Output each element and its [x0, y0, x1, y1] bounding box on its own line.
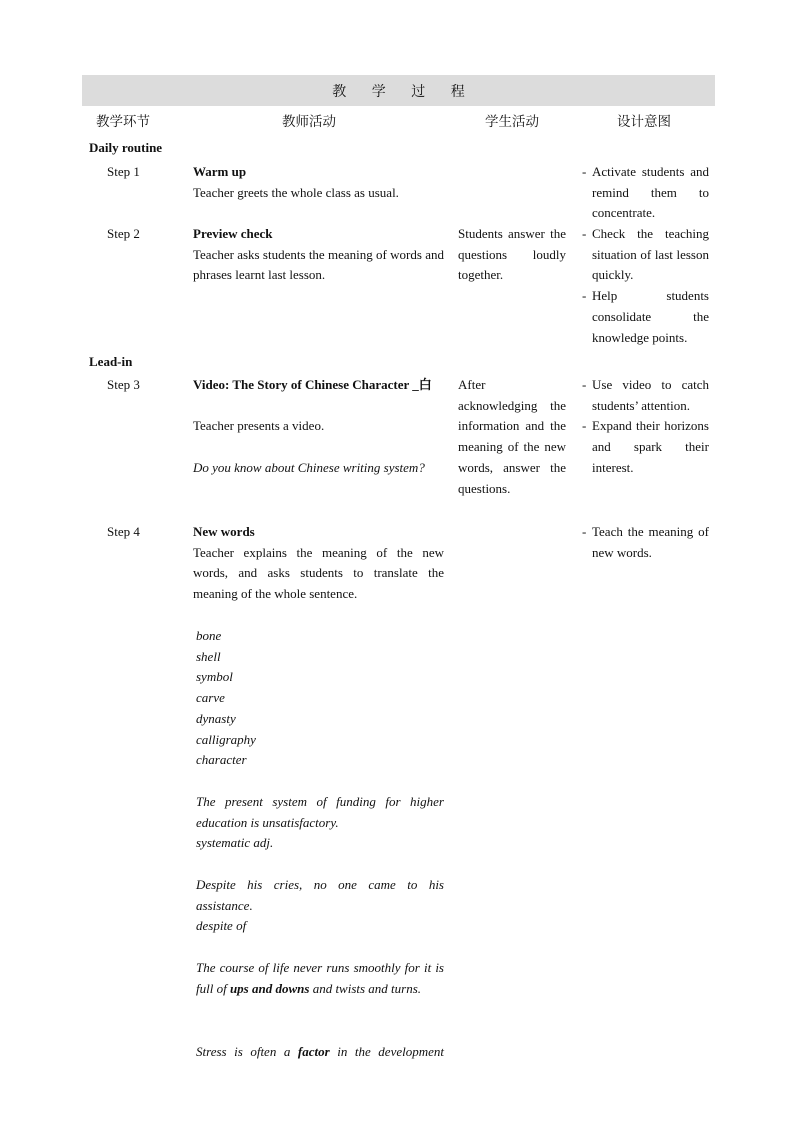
- step-1-teacher: [193, 162, 444, 203]
- step-3-intent: [582, 375, 709, 479]
- intent-item: - Use video to catch students’ attention.: [582, 377, 709, 413]
- example-4: Stress is often a factor in the development: [196, 1044, 444, 1059]
- list-item: carve: [196, 690, 225, 706]
- table-title-bar: [82, 75, 715, 106]
- step-3-label: Step 3: [107, 377, 140, 392]
- example-2: [196, 875, 444, 937]
- step-4-title: New words: [193, 524, 255, 539]
- example-word: systematic adj.: [196, 835, 274, 851]
- example-word: despite of: [196, 918, 247, 934]
- step-2-title: Preview check: [193, 226, 273, 241]
- list-item: calligraphy: [196, 731, 256, 747]
- step-4-teacher: [193, 522, 444, 605]
- step-3-student: After acknowledging the information and the meaning of the new words, answer the questions.: [458, 377, 566, 496]
- example-sentence: Despite his cries, no one came to his assistance.: [196, 877, 444, 913]
- step-1-intent: [582, 162, 709, 224]
- step-3-teacher-text: Teacher presents a video.: [193, 418, 325, 434]
- step-2-intent: [582, 224, 709, 348]
- step-1-title: Warm up: [193, 164, 247, 179]
- step-2-student: Students answer the questions loudly together.: [458, 226, 566, 283]
- step-2-label: Step 2: [107, 226, 140, 241]
- example-1: [196, 792, 444, 854]
- intent-item: - Check the teaching situation of last lesson quickly.: [582, 226, 709, 283]
- step-4-label: Step 4: [107, 524, 140, 539]
- step-2-teacher: [193, 224, 444, 286]
- header-student: 学生活动: [485, 114, 539, 129]
- intent-item: - Expand their horizons and spark their interest.: [582, 418, 709, 475]
- example-3: The course of life never runs smoothly for it is full of ups and downs and twists and turns.: [196, 960, 444, 996]
- key-word: factor: [297, 1044, 330, 1059]
- step-3-question: Do you know about Chinese writing system?: [193, 459, 425, 475]
- header-stage: 教学环节: [96, 114, 150, 129]
- example-sentence: The present system of funding for higher education is unsatisfactory.: [196, 794, 444, 830]
- table-title: 教 学 过 程: [332, 84, 465, 100]
- step-3-title: Video: The Story of Chinese Character _白: [193, 377, 432, 392]
- section-daily-routine: Daily routine: [89, 140, 163, 155]
- header-teacher: 教师活动: [282, 114, 336, 129]
- intent-item: - Activate students and remind them to concentrate.: [582, 164, 709, 221]
- new-words-list: [196, 626, 444, 771]
- list-item: character: [196, 752, 247, 768]
- section-lead-in: Lead-in: [89, 354, 133, 369]
- step-4-teacher-text: Teacher explains the meaning of the new words, and asks students to translate the meaning of the whole sentence.: [193, 544, 444, 602]
- key-phrase: ups and downs: [229, 980, 310, 996]
- list-item: shell: [196, 648, 221, 664]
- list-item: bone: [196, 628, 222, 643]
- step-1-teacher-text: Teacher greets the whole class as usual.: [193, 184, 399, 200]
- step-2-teacher-text: Teacher asks students the meaning of words and phrases learnt last lesson.: [193, 246, 444, 283]
- intent-item: - Teach the meaning of new words.: [582, 524, 709, 560]
- step-4-intent: [582, 522, 709, 563]
- list-item: dynasty: [196, 710, 236, 726]
- intent-item: - Help students consolidate the knowledge points.: [582, 288, 709, 345]
- header-intent: 设计意图: [617, 114, 671, 129]
- step-3-teacher: [193, 375, 444, 478]
- list-item: symbol: [196, 669, 233, 685]
- step-1-label: Step 1: [107, 164, 140, 179]
